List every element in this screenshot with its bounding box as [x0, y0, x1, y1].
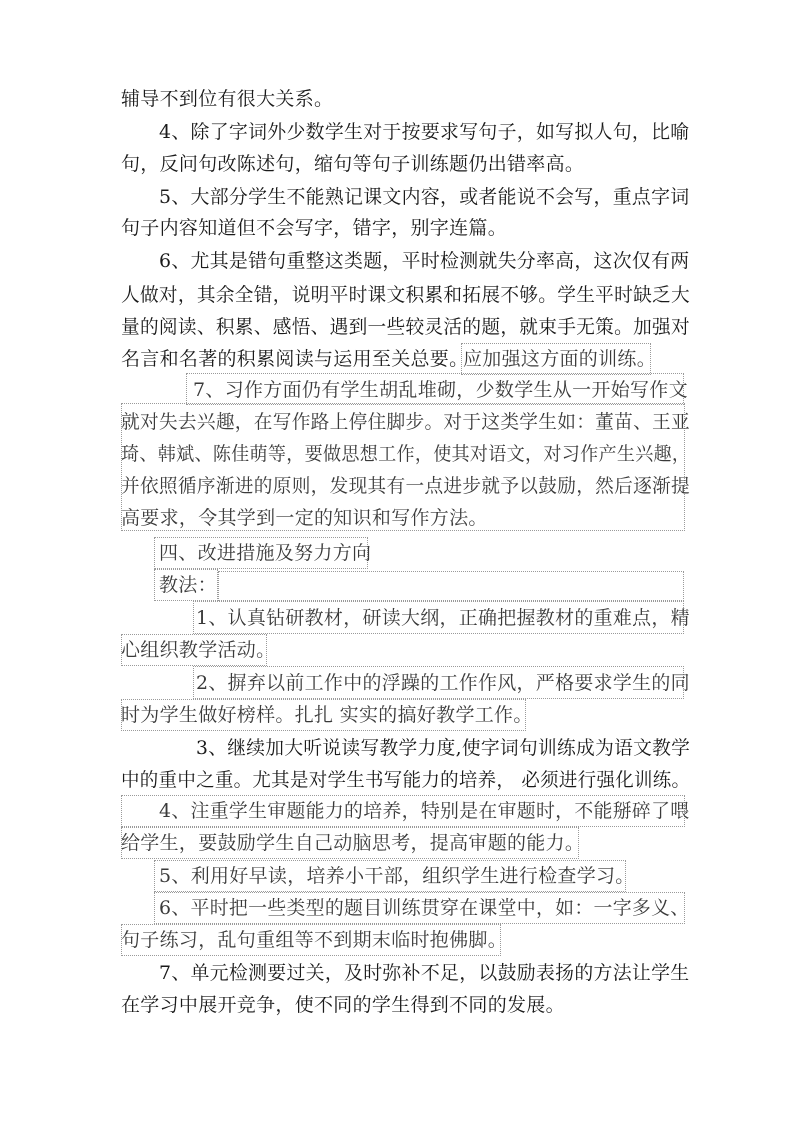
text-line: 7、习作方面仍有学生胡乱堆砌，少数学生从一开始写作文 [193, 379, 688, 401]
text-line: 量的阅读、积累、感悟、遇到一些较灵活的题，就束手无策。加强对 [121, 316, 690, 338]
text-line: 辅导不到位有很大关系。 [121, 88, 334, 110]
text-line: 应加强这方面的训练。 [463, 348, 657, 370]
text-line: 心组织教学活动。 [121, 639, 276, 661]
text-line: 时为学生做好榜样。扎扎 实实的搞好教学工作。 [121, 704, 533, 726]
text-line: 5、利用好早读，培养小干部，组织学生进行检查学习。 [159, 865, 635, 887]
text-line: 3、继续加大听说读写教学力度,使字词句训练成为语文教学 [196, 737, 691, 759]
text-line: 7、单元检测要过关，及时弥补不足，以鼓励表扬的方法让学生 [159, 962, 690, 984]
text-line: 1、认真钻研教材，研读大纲，正确把握教材的重难点，精 [196, 607, 690, 629]
text-line: 人做对，其余全错，说明平时课文积累和拓展不够。学生平时缺乏大 [121, 284, 690, 306]
text-line: 句子练习，乱句重组等不到期末临时抱佛脚。 [121, 929, 508, 951]
text-line: 4、注重学生审题能力的培养，特别是在审题时，不能掰碎了喂 [159, 800, 690, 822]
text-line: 5、大部分学生不能熟记课文内容，或者能说不会写，重点字词 [159, 186, 690, 208]
text-line: 就对失去兴趣，在写作路上停住脚步。对于这类学生如：董苗、王亚 [121, 411, 690, 433]
text-frame [218, 571, 684, 601]
text-line: 中的重中之重。尤其是对学生书写能力的培养， 必须进行强化训练。 [121, 769, 691, 791]
text-line: 2、摒弃以前工作中的浮躁的工作作风，严格要求学生的同 [196, 672, 690, 694]
text-line: 在学习中展开竞争，使不同的学生得到不同的发展。 [121, 994, 565, 1016]
text-line: 并依照循序渐进的原则，发现其有一点进步就予以鼓励，然后逐渐提 [121, 475, 690, 497]
text-line: 名言和名著的积累阅读与运用至关总要。 [121, 348, 469, 370]
text-line: 4、除了字词外少数学生对于按要求写句子，如写拟人句，比喻 [159, 121, 690, 143]
text-line: 高要求，令其学到一定的知识和写作方法。 [121, 507, 488, 529]
text-line: 给学生，要鼓励学生自己动脑思考，提高审题的能力。 [121, 832, 585, 854]
text-line: 琦、韩斌、陈佳萌等，要做思想工作，使其对语文，对习作产生兴趣， [121, 443, 691, 465]
text-line: 6、尤其是错句重整这类题，平时检测就失分率高，这次仅有两 [159, 250, 690, 272]
text-line: 句，反问句改陈述句，缩句等句子训练题仍出错率高。 [121, 153, 585, 175]
subheading: 教法： [159, 574, 217, 596]
section-heading: 四、改进措施及努力方向 [159, 542, 372, 564]
text-line: 句子内容知道但不会写字，错字，别字连篇。 [121, 217, 508, 239]
text-line: 6、平时把一些类型的题目训练贯穿在课堂中，如：一字多义、 [159, 897, 690, 919]
